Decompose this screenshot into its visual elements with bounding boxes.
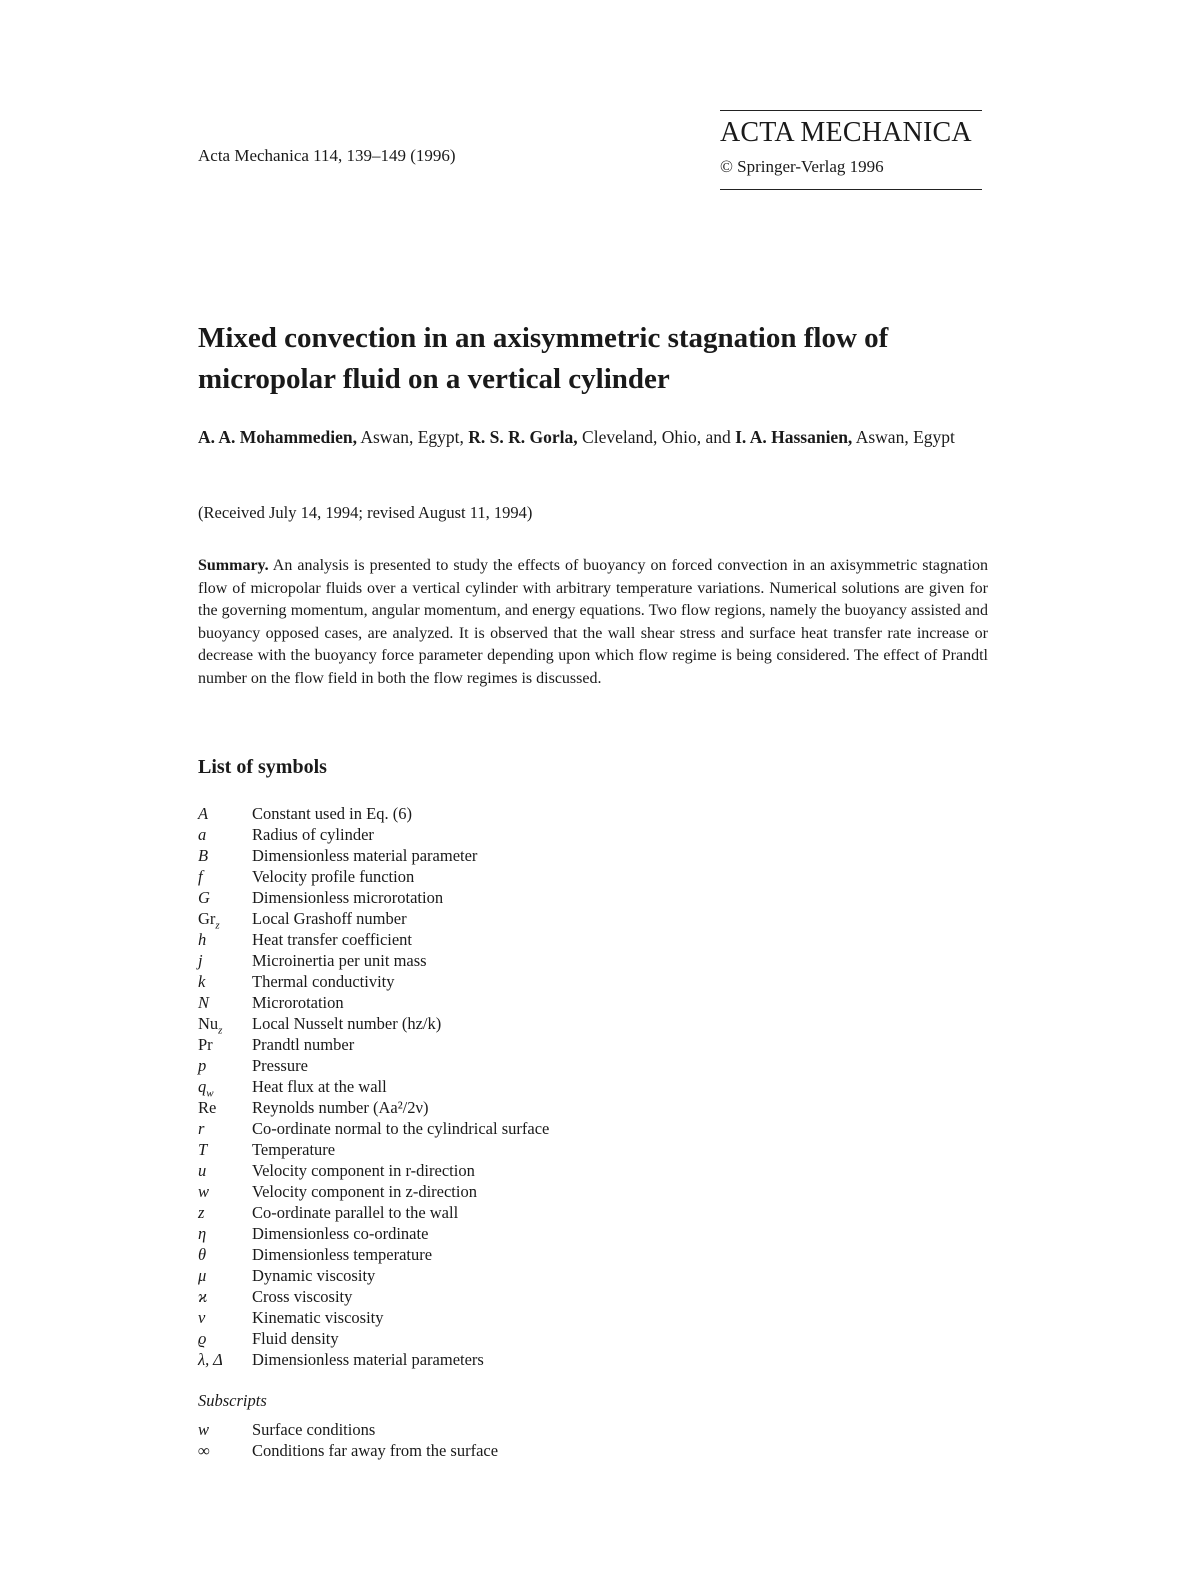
symbol-definition: Local Nusselt number (hz/k) [252,1014,442,1033]
journal-name: ACTA MECHANICA [720,117,972,148]
symbol-definition: Velocity profile function [252,867,415,886]
symbol-term: Re [198,1098,217,1117]
symbol-term: ν [198,1308,206,1327]
symbol-row [198,887,698,908]
symbol-row [198,845,698,866]
symbol-row [198,1076,698,1100]
symbol-row [198,1265,698,1286]
symbol-definition: Heat flux at the wall [252,1077,387,1096]
symbol-definition: Velocity component in z-direction [252,1182,477,1201]
symbol-term: $Nu_z$ [198,1014,223,1037]
symbol-definition: Co-ordinate parallel to the wall [252,1203,459,1222]
author-affiliation: Aswan, Egypt [852,427,955,447]
symbol-definition: Dynamic viscosity [252,1266,376,1285]
symbol-term: λ, Δ [198,1350,223,1369]
symbol-row [198,950,698,971]
summary-text: An analysis is presented to study the effects of buoyancy on forced convection in an axisymmetric stagnation flow of micropolar fluids over a vertical cylinder with arbitrary temperature variations. Numerical solutions are given for the governing momentum, angular momentum, and energy equations. Two flow regions, namely the buoyancy assisted and buoyancy opposed cases, are analyzed. It is observed that the wall shear stress and surface heat transfer rate increase or decrease with the buoyancy force parameter depending upon which flow regime is being considered. The effect of Prandtl number on the flow field in both the flow regimes is discussed. [198,557,988,687]
symbol-definition: Surface conditions [252,1420,376,1439]
symbol-definition: Dimensionless microrotation [252,888,444,907]
symbol-row [198,866,698,887]
symbol-row [198,1328,698,1349]
symbol-definition: Velocity component in r-direction [252,1161,475,1180]
symbol-definition: Dimensionless temperature [252,1245,433,1264]
symbol-row [198,1223,698,1244]
symbol-row [198,992,698,1013]
symbol-row [198,1139,698,1160]
symbol-definition: Radius of cylinder [252,825,374,844]
symbol-term: ϰ [198,1287,208,1306]
author-name: R. S. R. Gorla, [468,427,578,447]
symbol-definition: Dimensionless co-ordinate [252,1224,429,1243]
symbol-term: ϱ [198,1329,207,1348]
symbol-term: $Gr_z$ [198,909,220,932]
author-affiliation: Aswan, Egypt, [356,427,469,447]
symbol-term: w [198,1182,210,1201]
symbol-term: a [198,825,207,844]
symbol-term: A [198,804,209,823]
author-affiliation: Cleveland, Ohio, and [577,427,736,447]
symbol-term: p [198,1056,207,1075]
symbol-definition: Microrotation [252,993,344,1012]
symbol-row [198,1034,698,1055]
copyright-notice: © Springer-Verlag 1996 [720,157,884,176]
symbols-list [198,803,698,1370]
symbol-row [198,1013,698,1037]
symbol-term: θ [198,1245,207,1264]
symbol-definition: Prandtl number [252,1035,355,1054]
symbol-definition: Dimensionless material parameters [252,1350,484,1369]
symbol-definition: Kinematic viscosity [252,1308,384,1327]
summary-label: Summary. [198,557,269,574]
symbol-term: $q_w$ [198,1077,214,1100]
symbol-definition: Cross viscosity [252,1287,353,1306]
symbol-term: T [198,1140,208,1159]
symbol-term: h [198,930,207,949]
symbol-term: N [198,993,210,1012]
symbol-row [198,1244,698,1265]
author-name: A. A. Mohammedien, [198,427,357,447]
symbol-definition: Thermal conductivity [252,972,395,991]
symbol-term: w [198,1420,210,1439]
symbol-row [198,1055,698,1076]
symbol-definition: Conditions far away from the surface [252,1441,499,1460]
symbol-term: u [198,1161,207,1180]
symbol-term: Pr [198,1035,213,1054]
symbol-row [198,1202,698,1223]
summary-paragraph [198,555,988,691]
symbol-row [198,1419,698,1440]
subscripts-heading: Subscripts [198,1391,267,1410]
journal-masthead [720,110,982,190]
symbols-heading: List of symbols [198,756,327,778]
symbol-term: k [198,972,206,991]
received-dates: (Received July 14, 1994; revised August 11, 1994) [198,503,533,522]
symbol-definition: Co-ordinate normal to the cylindrical surface [252,1119,550,1138]
symbol-row [198,929,698,950]
symbol-row [198,1118,698,1139]
symbol-definition: Dimensionless material parameter [252,846,478,865]
symbol-definition: Heat transfer coefficient [252,930,413,949]
symbol-definition: Constant used in Eq. (6) [252,804,412,823]
symbol-row [198,908,698,932]
symbol-row [198,1160,698,1181]
symbol-term: z [198,1203,205,1222]
symbol-row [198,1349,698,1370]
symbol-term: B [198,846,209,865]
author-name: I. A. Hassanien, [735,427,853,447]
symbol-row [198,1286,698,1307]
symbol-term: r [198,1119,205,1138]
symbol-row [198,1181,698,1202]
symbol-row [198,824,698,845]
symbol-term: G [198,888,210,907]
symbol-definition: Local Grashoff number [252,909,407,928]
journal-citation: Acta Mechanica 114, 139–149 (1996) [198,146,456,165]
symbol-term: f [198,867,203,886]
subscripts-list [198,1419,698,1461]
symbol-definition: Temperature [252,1140,336,1159]
author-line [198,426,988,449]
symbol-term: j [198,951,203,970]
symbol-definition: Fluid density [252,1329,339,1348]
symbol-row [198,803,698,824]
symbol-term: ∞ [198,1441,210,1460]
symbol-definition: Reynolds number (Aa²/2ν) [252,1098,429,1117]
symbol-row [198,1097,698,1118]
paper-title: Mixed convection in an axisymmetric stagnation flow of micropolar fluid on a vertical cylinder [198,322,889,395]
symbol-term: η [198,1224,207,1243]
symbol-definition: Microinertia per unit mass [252,951,427,970]
symbol-row [198,1307,698,1328]
symbol-term: μ [198,1266,207,1285]
symbol-definition: Pressure [252,1056,308,1075]
symbol-row [198,1440,698,1461]
symbol-row [198,971,698,992]
